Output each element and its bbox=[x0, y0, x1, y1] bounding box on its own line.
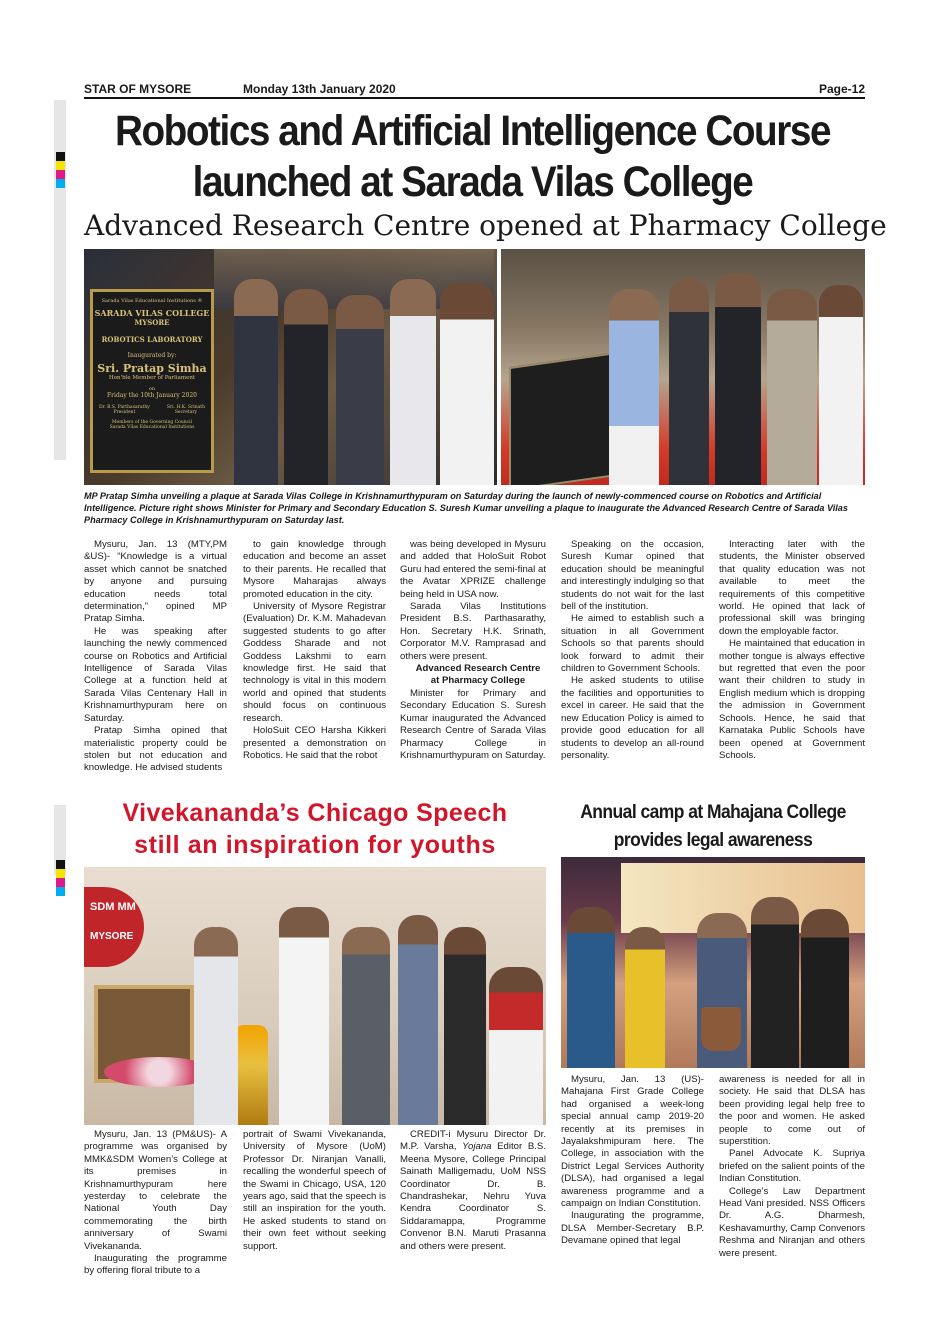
story1-column-2 bbox=[243, 539, 386, 762]
plaque-text: SARADA VILAS COLLEGE bbox=[94, 308, 210, 318]
person bbox=[234, 279, 278, 485]
paragraph: University of Mysore Registrar (Evaluation) Dr. K.M. Mahadevan suggested students to go after Goddess Sharade and not Goddess Lakshmi to earn knowledge first. He said that technology is vital in this modern world and opined that students should focus on continuous research. bbox=[243, 601, 386, 724]
person bbox=[609, 289, 659, 485]
registration-mark bbox=[56, 860, 65, 896]
person bbox=[767, 289, 817, 485]
plaque-text: Hon'ble Member of Parliament bbox=[108, 375, 196, 381]
oil-lamp bbox=[234, 1025, 268, 1125]
plaque-text: Inaugurated by: bbox=[127, 352, 177, 359]
paragraph: He was speaking after launching the newly commenced course on Robotics and Artificial Intelligence of Sarada Vilas College at a function held at Sarada Vilas Centenary Hall in Krishnamurthypuram here on Saturday. bbox=[84, 625, 227, 724]
paragraph bbox=[400, 1129, 546, 1253]
plaque-text: Sarada Vilas Educational Institutions ® bbox=[101, 298, 203, 304]
person bbox=[751, 897, 799, 1068]
person bbox=[279, 907, 329, 1125]
story1-column-4 bbox=[561, 539, 704, 762]
person bbox=[819, 285, 863, 485]
story2-column-3 bbox=[400, 1129, 546, 1253]
plaque-text: on bbox=[148, 386, 156, 392]
publication-name: Yojana bbox=[462, 1141, 492, 1153]
story3-column-2 bbox=[719, 1074, 865, 1260]
person bbox=[284, 289, 328, 485]
person bbox=[715, 273, 761, 485]
plaque-text: Members of the Governing Council bbox=[111, 420, 193, 425]
plaque bbox=[509, 351, 625, 485]
paragraph: Mysuru, Jan. 13 (PM&US)- A programme was organised by MMK&SDM Women’s College at its premises in Krishnamurthypuram here yesterday to celebrate the National Youth Day commemorating the birth anniversary of Swami Vivekananda. bbox=[84, 1129, 227, 1252]
paragraph: College’s Law Department Head Vani presided. NSS Officers Dr. A.G. Dharmesh, Keshavamurthy, Camp Convenors Reshma and Niranjan and others were present. bbox=[719, 1185, 865, 1259]
paragraph: Speaking on the occasion, Suresh Kumar opined that education should be meaningful and interestingly indulging so that students do not wait for the last bell of the institution. bbox=[561, 539, 704, 613]
plaque-text: President bbox=[113, 410, 136, 415]
masthead-name: STAR OF MYSORE bbox=[84, 82, 192, 96]
plaque bbox=[90, 289, 214, 473]
story2-headline-line2: still an inspiration for youths bbox=[134, 831, 496, 859]
plaque-text: Sarada Vilas Educational Institutions bbox=[109, 425, 195, 430]
plaque-text: Dr. B.S. Parthasarathy bbox=[99, 405, 150, 410]
main-headline-line1: Robotics and Artificial Intelligence Course bbox=[114, 107, 831, 155]
paragraph: He aimed to establish such a situation in all Government Schools so that parents should look forward to admit their children to Government Schools. bbox=[561, 613, 704, 675]
person bbox=[444, 927, 486, 1125]
story2-column-1 bbox=[84, 1129, 227, 1278]
person bbox=[342, 927, 390, 1125]
story3-headline-line2: provides legal awareness bbox=[613, 830, 813, 851]
person bbox=[390, 279, 436, 485]
registration-mark bbox=[56, 152, 65, 188]
subheading: Advanced Research Centre bbox=[415, 663, 541, 675]
story3-headline-line1: Annual camp at Mahajana College bbox=[580, 802, 846, 823]
main-subheadline: Advanced Research Centre opened at Pharmacy College bbox=[84, 209, 887, 242]
person bbox=[440, 283, 494, 485]
subheading: at Pharmacy College bbox=[430, 675, 526, 687]
mahajana-camp-photo bbox=[561, 857, 865, 1068]
sapling-pot bbox=[701, 1007, 741, 1051]
main-headline-line2: launched at Sarada Vilas College bbox=[192, 158, 753, 206]
paragraph: awareness is needed for all in society. He said that DLSA has been providing legal help free to the poor and women. He asked people to come out of superstition. bbox=[719, 1074, 865, 1148]
page-number: Page-12 bbox=[818, 82, 865, 96]
paragraph: Mysuru, Jan. 13 (MTY,PM &US)- “Knowledge is a virtual asset which cannot be snatched by anyone and pursuing education needs total determination,” opined MP Pratap Simha. bbox=[84, 539, 227, 625]
paragraph: Inaugurating the programme by offering floral tribute to a bbox=[84, 1253, 227, 1277]
plaque-text: ROBOTICS LABORATORY bbox=[101, 335, 203, 344]
story1-column-1 bbox=[84, 539, 227, 775]
paragraph: Interacting later with the students, the Minister observed that quality education was not available to meet the requirements of this competitive world. He opined that lack of professional skill was bringing down the employable factor. bbox=[719, 539, 865, 637]
paragraph: Inaugurating the programme, DLSA Member-Secretary B.P. Devamane opined that legal bbox=[561, 1210, 704, 1247]
plaque-text: Sri. Pratap Simha bbox=[97, 362, 207, 375]
paragraph: Minister for Primary and Secondary Education S. Suresh Kumar inaugurated the Advanced Research Centre of Sarada Vilas Pharmacy College in Krishnamurthypuram on Saturday. bbox=[400, 687, 546, 761]
credits-text: Editor B.S. Meena Mysore, College Principal Sainath Malligemadu, UoM NSS Coordinator Dr. B. Chandrashekar, Nehru Yuva Kendra Coordinator S. Siddaramappa, Programme Convenor B.N. Maruti Prasanna and others were present. bbox=[400, 1141, 546, 1252]
person bbox=[669, 279, 709, 485]
story1-column-3 bbox=[400, 539, 546, 762]
credits-text: CREDIT-i Mysuru Director Dr. M.P. Varsha, bbox=[400, 1129, 546, 1153]
plaque-text: MYSORE bbox=[134, 318, 170, 327]
story2-column-2 bbox=[243, 1129, 386, 1253]
paragraph: He maintained that education in mother tongue is always effective but regretted that even the poor want their children to study in English medium which is dropping the admission in Government Schools. Hence, he said that Karnataka Public Schools have been opened at Government Schools. bbox=[719, 638, 865, 761]
paragraph: He asked students to utilise the facilities and opportunities to excel in career. He said that the new Education Policy is aimed to provide good education for all students to develop an all-round personality. bbox=[561, 675, 704, 761]
paragraph: portrait of Swami Vivekananda, University of Mysore (UoM) Professor Dr. Niranjan Vanalli, recalling the wonderful speech of the Swami in Chicago, USA, 120 years ago, said that the speech is still an inspiration for the youth. He asked students to stand on their own feet without seeking support. bbox=[243, 1129, 386, 1252]
paragraph: Mysuru, Jan. 13 (US)- Mahajana First Grade College had organised a week-long special annual camp 2019-20 recently at its premises in Jayalakshmipuram here. The College, in association with the District Legal Services Authority (DLSA), had organised a legal awareness programme and a campaign on Indian Constitution. bbox=[561, 1074, 704, 1210]
story2-headline-line1: Vivekananda’s Chicago Speech bbox=[122, 799, 508, 827]
story3-column-1 bbox=[561, 1074, 704, 1248]
paragraph: Pratap Simha opined that materialistic property could be stolen but not education and knowledge. He advised students bbox=[84, 725, 227, 774]
plaque-text: Secretary bbox=[174, 410, 198, 415]
banner-text: MYSORE bbox=[90, 931, 134, 942]
person bbox=[194, 927, 238, 1125]
person bbox=[567, 907, 615, 1068]
plaque-text: Sri. H.K. Srinath bbox=[166, 405, 205, 410]
photo-caption: MP Pratap Simha unveiling a plaque at Sarada Vilas College in Krishnamurthypuram on Saturday during the launch of newly-commenced course on Robotics and Artificial Intelligence. Picture right shows Minister for Primary and Secondary Education S. Suresh Kumar unveiling a plaque to inaugurate the Advanced Research Centre of Sarada Vilas Pharmacy College in Krishnamurthypuram on Saturday last. bbox=[84, 491, 848, 525]
banner-text: SDM MM bbox=[90, 901, 136, 913]
story1-column-5 bbox=[719, 539, 865, 762]
issue-date: Monday 13th January 2020 bbox=[243, 82, 396, 96]
paragraph: Panel Advocate K. Supriya briefed on the salient points of the Indian Constitution. bbox=[719, 1148, 865, 1185]
person bbox=[489, 967, 543, 1125]
plaque-photo-left bbox=[84, 249, 497, 485]
plaque-text: Friday the 10th January 2020 bbox=[107, 392, 197, 399]
paragraph: was being developed in Mysuru and added that HoloSuit Robot Guru had entered the semi-final at the Avatar XPRIZE challenge being held in USA now. bbox=[400, 539, 546, 600]
paragraph: to gain knowledge through education and become an asset to their parents. He recalled that Mysore Maharajas always promoted education in the city. bbox=[243, 539, 386, 600]
college-banner bbox=[84, 887, 144, 967]
person bbox=[336, 295, 384, 485]
person bbox=[398, 915, 438, 1125]
paragraph: Sarada Vilas Institutions President B.S. Parthasarathy, Hon. Secretary H.K. Srinath, Corporator M.V. Ramprasad and others were present. bbox=[400, 601, 546, 662]
paragraph: HoloSuit CEO Harsha Kikkeri presented a demonstration on Robotics. He said that the robot bbox=[243, 725, 386, 761]
plaque-signatories bbox=[93, 399, 211, 415]
person bbox=[625, 927, 665, 1068]
vivekananda-event-photo bbox=[84, 867, 546, 1125]
person bbox=[801, 909, 849, 1068]
header-rule bbox=[84, 97, 865, 99]
plaque-photo-right bbox=[501, 249, 865, 485]
